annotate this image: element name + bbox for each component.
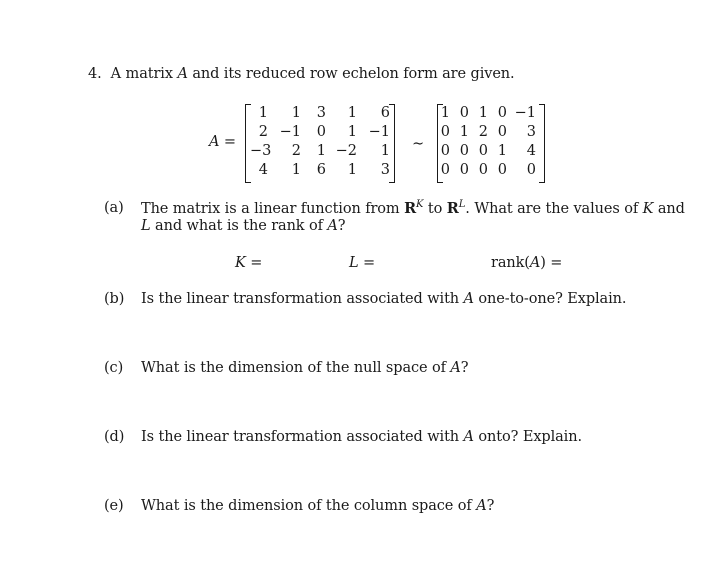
part-c-question: What is the dimension of the null space of A? (141, 360, 469, 376)
matrix-entry: 1 (459, 124, 469, 140)
problem-statement: 4. A matrix A and its reduced row echelon form are given. (88, 66, 515, 82)
matrix-entry: 1 (258, 105, 268, 121)
answer-k-field: K = (235, 255, 263, 271)
matrix-entry: 0 (478, 162, 488, 178)
matrix-entry: −1 (514, 105, 536, 121)
answer-l-field: L = (349, 255, 376, 271)
matrix-entry: −1 (368, 124, 390, 140)
matrix-entry: 1 (347, 105, 357, 121)
matrix-entry: 0 (440, 143, 450, 159)
matrix-entry: 6 (316, 162, 326, 178)
matrix-entry: 1 (380, 143, 390, 159)
part-a-question-line2: L and what is the rank of A? (141, 218, 346, 234)
matrix-entry: 2 (478, 124, 488, 140)
matrix-entry: 6 (380, 105, 390, 121)
part-d-question: Is the linear transformation associated with A onto? Explain. (141, 429, 582, 445)
matrix-a (250, 104, 390, 180)
matrix-entry: 0 (440, 124, 450, 140)
matrix-entry: 1 (291, 162, 301, 178)
matrix-rref (440, 104, 536, 180)
part-c-label: (c) (104, 360, 124, 376)
matrix-entry: −1 (279, 124, 301, 140)
matrix-entry: −2 (335, 143, 357, 159)
problem-number: 4. (88, 66, 102, 82)
matrix-entry: 4 (258, 162, 268, 178)
right-bracket (389, 104, 395, 183)
matrix-entry: 1 (497, 143, 507, 159)
part-b-question: Is the linear transformation associated with A one-to-one? Explain. (141, 291, 627, 307)
matrix-entry: −3 (250, 143, 272, 159)
matrix-entry: 0 (440, 162, 450, 178)
row-equivalent-symbol: ∼ (412, 136, 425, 152)
matrix-entry: 0 (497, 162, 507, 178)
matrix-entry: 1 (291, 105, 301, 121)
matrix-entry: 0 (459, 143, 469, 159)
matrix-entry: 4 (526, 143, 536, 159)
matrix-entry: 0 (497, 105, 507, 121)
matrix-entry: 0 (316, 124, 326, 140)
matrix-lhs: A = (209, 134, 236, 150)
matrix-entry: 0 (459, 105, 469, 121)
matrix-entry: 0 (459, 162, 469, 178)
matrix-entry: 2 (291, 143, 301, 159)
matrix-entry: 3 (316, 105, 326, 121)
matrix-entry: 0 (526, 162, 536, 178)
matrix-entry: 0 (497, 124, 507, 140)
matrix-entry: 1 (440, 105, 450, 121)
right-bracket (539, 104, 545, 183)
part-b-label: (b) (104, 291, 125, 307)
part-a-label: (a) (104, 200, 124, 216)
matrix-entry: 1 (316, 143, 326, 159)
matrix-entry: 1 (347, 162, 357, 178)
matrix-entry: 1 (478, 105, 488, 121)
matrix-entry: 0 (478, 143, 488, 159)
part-d-label: (d) (104, 429, 125, 445)
matrix-entry: 3 (380, 162, 390, 178)
part-e-question: What is the dimension of the column space of A? (141, 498, 495, 514)
answer-rank-field: rank(A) = (491, 255, 563, 271)
matrix-entry: 2 (258, 124, 268, 140)
part-a-question-line1: The matrix is a linear function from $R^K$ to $R^L$. What are the values of K and (141, 199, 685, 217)
matrix-entry: 3 (526, 124, 536, 140)
matrix-entry: 1 (347, 124, 357, 140)
part-e-label: (e) (104, 498, 124, 514)
